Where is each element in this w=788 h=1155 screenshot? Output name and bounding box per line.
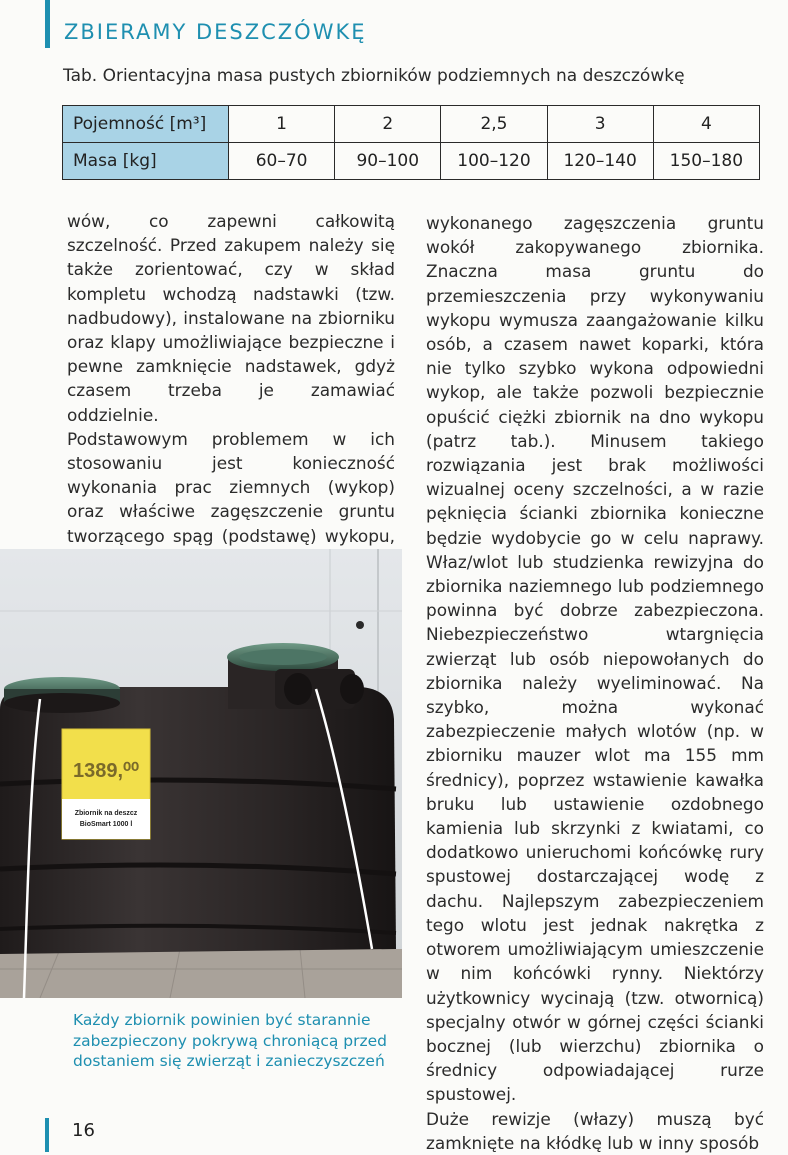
mass-cell: 60–70 bbox=[229, 143, 335, 180]
table-row bbox=[63, 106, 760, 143]
section-title: ZBIERAMY DESZCZÓWKĘ bbox=[64, 20, 367, 44]
capacity-cell: 1 bbox=[229, 106, 335, 143]
tag-label: Zbiornik na deszcz bbox=[74, 810, 138, 817]
page-number: 16 bbox=[72, 1120, 95, 1141]
mass-table bbox=[62, 105, 760, 180]
paragraph: Duże rewizje (włazy) muszą być zamknięte na kłódkę lub w inny sposób bbox=[426, 1108, 764, 1153]
capacity-cell: 3 bbox=[547, 106, 653, 143]
capacity-cell: 2 bbox=[335, 106, 441, 143]
mass-cell: 150–180 bbox=[653, 143, 759, 180]
paragraph: Podstawowym problemem w ich stosowaniu jest konieczność wykonania prac ziemnych (wykop) oraz właściwe zagęszczenie gruntu tworzącego spąg (podstawę) wykopu, bbox=[67, 428, 395, 546]
tank-illustration bbox=[0, 549, 402, 998]
footer-accent-bar bbox=[45, 1118, 49, 1152]
capacity-cell: 2,5 bbox=[441, 106, 547, 143]
table-row bbox=[63, 143, 760, 180]
price-tag: 1389,⁰⁰ bbox=[72, 760, 140, 782]
row-label-capacity: Pojemność [m³] bbox=[63, 106, 229, 143]
accent-bar bbox=[45, 0, 50, 48]
mass-cell: 90–100 bbox=[335, 143, 441, 180]
mass-cell: 120–140 bbox=[547, 143, 653, 180]
photo-caption: Każdy zbiornik powinien być starannie zabezpieczony pokrywą chroniącą przed dostaniem się zwierząt i zanieczyszczeń bbox=[73, 1011, 387, 1070]
left-column bbox=[67, 209, 395, 572]
mass-cell: 100–120 bbox=[441, 143, 547, 180]
tank-photo bbox=[0, 549, 402, 998]
tag-label: BioSmart 1000 l bbox=[79, 821, 133, 828]
right-column bbox=[426, 211, 764, 1155]
table-caption: Tab. Orientacyjna masa pustych zbiorników podziemnych na deszczówkę bbox=[63, 66, 685, 86]
paragraph: wykonanego zagęszczenia gruntu wokół zakopywanego zbiornika. Znaczna masa gruntu do przemieszczenia przy wykonywaniu wykopu wymusza zaangażowanie kilku osób, a czasem nawet koparki, która nie tylko szybko wykona odpowiedni wykop, ale także pozwoli bezpiecznie opuścić ciężki zbiornik na dno wykopu (patrz tab.). Minusem takiego rozwiązania jest brak możliwości wizualnej oceny szczelności, a w razie pęknięcia ścianki zbiornika konieczne będzie wydobycie go w celu naprawy. Właz/wlot lub studzienka rewizyjna do zbiornika naziemnego lub podziemnego powinna być dobrze zabezpieczona. Niebezpieczeństwo wtargnięcia zwierząt lub osób niepowołanych do zbiornika należy wyeliminować. Na szybko, można wykonać zabezpieczenie małych wlotów (np. w zbiorniku mauzer wlot ma 155 mm średnicy), poprzez wstawienie kawałka bruku lub ustawienie ozdobnego kamienia lub skrzynki z kwiatami, co dodatkowo unieruchomi końcówkę rury spustowej dostarczającej wodę z dachu. Najlepszym zabezpieczeniem tego wlotu jest jednak nakrętka z otworem umożliwiającym umieszczenie w nim końcówki rynny. Niektórzy użytkownicy wycinają (tzw. otwornicą) specjalny otwór w górnej części ścianki bocznej (lub wierzchu) zbiornika o średnicy odpowiadającej rurze spustowej. bbox=[426, 213, 764, 1105]
row-label-mass: Masa [kg] bbox=[63, 143, 229, 180]
capacity-cell: 4 bbox=[653, 106, 759, 143]
paragraph: wów, co zapewni całkowitą szczelność. Przed zakupem należy się także zorientować, czy w skład kompletu wchodzą nadstawki (tzw. nadbudowy), instalowane na zbiorniku oraz klapy umożliwiające bezpieczne i pewne zamknięcie nadstawek, gdyż czasem trzeba je zamawiać oddzielnie. bbox=[67, 211, 395, 425]
